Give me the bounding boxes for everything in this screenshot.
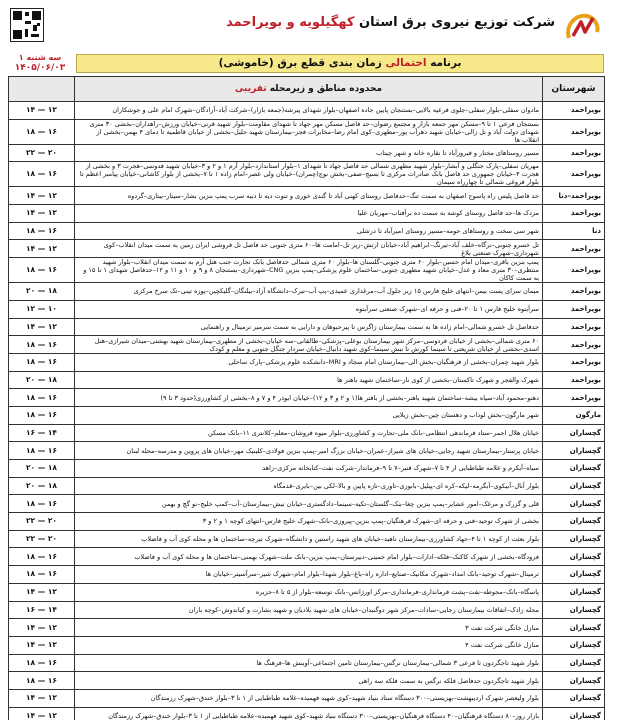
row-area: پاسگاه–بانک–محوطه–نفت–پشت فرمانداری–فرمانداری–مرکز اورژانس–بانک توسعه–بلوار از ۵ تا ۸–جزیره (75, 583, 543, 601)
row-area: سیاه–آبکرم و علامه طباطبایی از ۴ تا ۷–شهرک قنبر–۷ تا ۹–فرماندار–شرکت نفت–کتابخانه مرکزی–زاهد (75, 460, 543, 478)
day-label: سه شنبه ۱ (18, 53, 62, 62)
row-city: مارگون (543, 406, 605, 424)
table-row (9, 707, 605, 720)
row-time-slot: ۱۴ — ۱۲ (9, 583, 75, 601)
row-time-slot: ۱۴ — ۱۲ (9, 619, 75, 637)
table-body (9, 102, 605, 720)
row-time-slot: ۱۸ — ۱۶ (9, 353, 75, 371)
row-time-slot: ۱۸ — ۱۶ (9, 654, 75, 672)
row-city: بویراحمد (543, 240, 605, 258)
row-time-slot: ۱۴ — ۱۲ (9, 318, 75, 336)
row-city: بویراحمد–دنا (543, 187, 605, 205)
row-time-slot: ۱۴ — ۱۲ (9, 240, 75, 258)
row-area: قلی و گزرک و مرغک–امور عشایر–پمپ بنزین چغا–بنک–گلستان–تکیه–سینما–دادگستری–خیابان نیش–بیمارستان–آب–کمپ خلیج–نو گچ و بهمن (75, 495, 543, 513)
company-logo-icon (563, 10, 603, 46)
row-time-slot: ۱۴ — ۱۲ (9, 187, 75, 205)
table-row (9, 119, 605, 144)
row-area: سرآبتوه خلیج فارس ۱ تا ۲۰–فنی و حرفه ای–شهرک صنعتی سرآبتوه (75, 300, 543, 318)
table-row (9, 636, 605, 654)
row-city: بویراحمد (543, 119, 605, 144)
table-row (9, 513, 605, 531)
company-name-part2: کهگیلویه و بویراحمد (226, 15, 355, 30)
row-time-slot: ۱۸ — ۱۶ (9, 548, 75, 566)
table-row (9, 442, 605, 460)
row-city: بویراحمد (543, 300, 605, 318)
row-city: گچساران (543, 548, 605, 566)
row-city: گچساران (543, 530, 605, 548)
row-area: بازار روز–۸۰ دستگاه فرهنگیان–۴۰ دستگاه فرهنگیان–بهزیستی–۳۰۰ دستگاه بنیاد شهید–کوی شهید فهمیده–علامه طباطبایی از ۱ تا ۳–بلوار خندق–شهرک رزمندگان (75, 707, 543, 720)
date-label: ۱۴۰۵/۰۶/۰۳ (14, 63, 66, 73)
row-area: بلوار شهید تاجگردون تا فرعی ۳ شمالی–بیمارستان نرگس–بیمارستان تامین اجتماعی–آوینش ها–فرهنگ ها (75, 654, 543, 672)
row-area: مادوان سفلی–بلوار سفلی–جلوی فرعیه بالایی–بستنجان پایین جاده اصفهان–بلوار شهدای پیرشه(جمعه بازار)–شرکت آباد–آزادگان–شهرک امام علی و جوشکاران (75, 102, 543, 120)
table-row (9, 144, 605, 162)
row-city: گچساران (543, 566, 605, 584)
company-name-part1: شرکت توزیع نیروی برق استان (359, 15, 555, 30)
row-city: گچساران (543, 477, 605, 495)
row-area: خیابان پرستار–بیمارستان شهید رجایی–خیابان های شیراز–عمران–خیابان بزرگ امیر–پمپ بنزین فولادی–کلینیک مهر–خیابان های پروین و مدرسه–محله لبنان (75, 442, 543, 460)
table-row (9, 187, 605, 205)
row-area: دهنو–محمود آباد–سیاه بیشه–ساختمان شهید باهنر–بخشی از بافتر ها(۱ و ۲ و ۳ و ۱۲)–خیابان ابوذر ۴ و ۷ و ۸–بخشی از کشاورزی(حدود ۳ تا ۹) (75, 389, 543, 407)
row-area: حد فاصل پلیس راه پاسوج اصفهان به سمت تنگ–حدفاصل روستای کهنی آباد تا گندی خوری و تنوت دیه تا دیبه سرب پمپ بنزین بشار–سیتار–بیتاری–گردوه (75, 187, 543, 205)
row-time-slot: ۲۲ — ۲۰ (9, 144, 75, 162)
row-city: گچساران (543, 601, 605, 619)
row-area: پمپ بنزین باقری–میدان امام حسین–بلوار ۶۰ متری جنوبی–گلستان ها–بلوار ۶۰ متری شمالی حدفاصل بانک تجارت جنب هتل آرم به سمت میدان انقلاب–بلوار شهید منتظری–۳۰ متری معاد و عدل–خیابان شهید مطهری جنوبی–ساختمان علوم پزشکی–پمپ بنزین CNG–شهرداری–بستنجان ۸ و ۹ و ۱۰ و ۱۱ و ۱۲–حدفاصل شهدای ۱ تا ۱۵ و به سمت کاکان (75, 258, 543, 283)
row-area: بلوار شهید تاجگردون حدفاصل فلکه نرگس به سمت فلکه سه راهی (75, 672, 543, 690)
table-row (9, 689, 605, 707)
banner-part1: برنامه (430, 57, 462, 69)
row-time-slot: ۲۰ — ۱۸ (9, 477, 75, 495)
header-area-part1: محدوده مناطق و زیرمحله (269, 84, 383, 94)
row-time-slot: ۱۴ — ۱۲ (9, 102, 75, 120)
row-time-slot: ۱۴ — ۱۲ (9, 636, 75, 654)
row-time-slot: ۱۸ — ۱۶ (9, 442, 75, 460)
header (0, 0, 617, 52)
row-area: شهر سی سخت و روستاهای حومه–مسیر روستای امیرآباد تا درشلی (75, 222, 543, 240)
row-area: بلوار بعثت از کوچه ۱ تا ۴–جهاد کشاورزی–بیمارستان ناهید–خیابان های شهید راستین و دانشگاه–شهرک تیرچه–ساختمان ها و محله کوی آب و فاضلاب (75, 530, 543, 548)
table-row (9, 300, 605, 318)
table-row (9, 601, 605, 619)
table-row (9, 240, 605, 258)
row-area: بلوار شهید چمران–بخشی از فرهنگیان–بخش الی–بیمارستان امام سجاد و MRI–دانشکده علوم پزشکی–پارک ساحلی (75, 353, 543, 371)
row-time-slot: ۱۸ — ۱۶ (9, 258, 75, 283)
row-area: تل خسرو جنوبی–نرگاه–خلف آباد–تیرنگ–ابراهیم آباد–خیابان ارتش–زیر تل–امامت ها–۶۰ متری جنوبی حد فاصل تل فروشی ایران زمین به سمت میدان انقلاب–کوی شهرداری–شهرک صنعتی بلاغ (75, 240, 543, 258)
table-row (9, 654, 605, 672)
row-time-slot: ۱۸ — ۱۶ (9, 566, 75, 584)
row-city: گچساران (543, 689, 605, 707)
row-city: بویراحمد (543, 353, 605, 371)
row-area: منازل خانگی شرکت نفت ۳ (75, 619, 543, 637)
row-area: بلوار ولیعصر شهرک اردیبهشت–بهزیستی–۳۰۰ دستگاه ستاد بنیاد شهید–کوی شهید فهمیده–علامه طباطبایی از ۱ تا ۳–بلوار خندق–شهرک رزمندگان (75, 689, 543, 707)
row-city: گچساران (543, 583, 605, 601)
row-area: شهر مارگون–بخش لوداب و دهستان چین–بخش زیلایی (75, 406, 543, 424)
table-row (9, 162, 605, 187)
table-row (9, 495, 605, 513)
row-area: محله زادک–اتفاقات بیمارستان رجایی–سادات–مرکز شهر دوگنبدان–خیابان های شهید بلادیان و شهید بشارت و کیاندوش–کوچه باران (75, 601, 543, 619)
row-city: بویراحمد (543, 389, 605, 407)
header-time (9, 77, 75, 102)
row-city: بویراحمد (543, 162, 605, 187)
outage-table (8, 76, 605, 720)
row-city: بویراحمد (543, 102, 605, 120)
row-time-slot: ۲۰ — ۱۸ (9, 283, 75, 301)
table-row (9, 672, 605, 690)
row-city: بویراحمد (543, 318, 605, 336)
row-time-slot: ۱۸ — ۱۶ (9, 222, 75, 240)
row-city: گچساران (543, 619, 605, 637)
row-city: بویراحمد (543, 144, 605, 162)
row-city: گچساران (543, 424, 605, 442)
table-row (9, 283, 605, 301)
row-area: مهریان سفلی–پارک جنگلی و آبشار–بلوار شهید مطهری شمالی حد فاصل جهاد تا شهدای ۱–بلوار استاندارد–بلوار آرم ۱ و ۲ و ۳–خیابان شهید فدوسی–هجرت ۳ و بخشی از هجرت ۴–خیابان جمهوری حد فاصل بانک صادرات مرکزی تا بسیج–صفی–بخش نوچ(چمران)–خیابان ولی عصر–امام زاده ۱ تا ۷–بخشی از بلوار کاشانی–خیابان پیامبر اعظم تا بلوار فروغی شمالی تا چهارراه سیمان (75, 162, 543, 187)
header-area (75, 77, 543, 102)
row-time-slot: ۲۲ — ۲۰ (9, 513, 75, 531)
row-city: گچساران (543, 636, 605, 654)
row-area: بستنجان فرعی ۱ تا ۹–مسکن مهر جمعه بازار و مجتمع رضوان–حد فاصل مسکن مهر جهاد تا شهدای مقاومت–بلوار شهید قرنی–خیابان ورزش–راهداران–بخشی ۳۰ متری شهدای دولت آباد و تل زالی–خیابان شهید دهرآب پور–مطهری–کوی امام رضا–مخابرات فجر–بیمارستان شهید جلیل–بخشی از خیابان فاطمیه تا دمای ۴ بهمن–بخشی از انقلاب ها (75, 119, 543, 144)
table-row (9, 406, 605, 424)
table-row (9, 619, 605, 637)
row-area: منازل خانگی شرکت نفت ۴ (75, 636, 543, 654)
schedule-banner (76, 54, 604, 73)
row-time-slot: ۱۸ — ۱۶ (9, 389, 75, 407)
row-city: گچساران (543, 442, 605, 460)
table-row (9, 566, 605, 584)
row-time-slot: ۲۰ — ۱۸ (9, 371, 75, 389)
table-row (9, 389, 605, 407)
row-city: گچساران (543, 460, 605, 478)
row-area: فرودگاه–بخشی از شهرک کاکنک–فلکه–ادارات–بلوار امام خمینی–دبیرستان–پمپ بنزین–بانک ملت–شهرک بهمنی–ساختمان ها و محله کوی آب و فاضلاب (75, 548, 543, 566)
table-row (9, 583, 605, 601)
table-row (9, 258, 605, 283)
row-time-slot: ۱۶ — ۱۴ (9, 601, 75, 619)
row-area: ترمینال–شهرک توحید–بانک امداد–شهرک مکانیک–صنایع–اداره راه–باغ–بلوار شهدا–بلوار امام–شهرک شیر–سرآسیتر–خیابان ها (75, 566, 543, 584)
row-time-slot: ۱۸ — ۱۶ (9, 162, 75, 187)
row-city: بویراحمد (543, 371, 605, 389)
row-area: بلوار آنال–آبیکوی–آبگرمه–لیکه–کره ای–پیلیل–بابوزی–تاوری–تازه پایین و بالا–لکی بین–بایری–قدمگاه (75, 477, 543, 495)
banner-part3: زمان بندی قطع برق (خاموشی) (218, 57, 382, 69)
table-row (9, 205, 605, 223)
row-time-slot: ۲۰ — ۱۸ (9, 460, 75, 478)
row-city: گچساران (543, 495, 605, 513)
row-time-slot: ۱۴ — ۱۲ (9, 707, 75, 720)
table-row (9, 371, 605, 389)
qr-code (10, 8, 44, 42)
row-area: مزدک ها–حد فاصل روستای کوشه به سمت ده برآفتاب–مهریان علیا (75, 205, 543, 223)
header-city: شهرستان (543, 77, 605, 102)
row-area: شهرک والفجر و شهرک تاکستان–بخشی از کوی ناز–ساختمان شهید باهنر ها (75, 371, 543, 389)
row-time-slot: ۱۴ — ۱۲ (9, 689, 75, 707)
row-area: بخشی از شهرک توحید–فنی و حرفه ای–شهرک فرهنگیان–پمپ بنزین–پیروزی–بانک–شهرک خلیج فارس–انتهای کوچه ۱ و ۲ و ۳ (75, 513, 543, 531)
row-time-slot: ۱۸ — ۱۶ (9, 119, 75, 144)
row-time-slot: ۱۸ — ۱۶ (9, 336, 75, 354)
company-name (95, 15, 555, 30)
row-time-slot: ۱۸ — ۱۶ (9, 672, 75, 690)
row-time-slot: ۱۸ — ۱۶ (9, 406, 75, 424)
row-city: گچساران (543, 654, 605, 672)
row-area: ۶۰ متری شمالی–بخشی از خیابان فردوسی–مرکز شهر بیمارستان بوعلی–پزشکی–طالقانی–سه خیابان–بخشی از مطهری–بیمارستان شهید بهشتی–میدان شیرازی–هتل اسدی–بخشی از خیابان شریعتی تا سینما کورش تا نبش سینما–کوی شهید دانیال–خیابان سردار جنگل جنوبی و معلم و کودک (75, 336, 543, 354)
row-area: مسیر روستاهای مختار و فیروزآباد تا نقاره خانه و شهر چیتاب (75, 144, 543, 162)
table-row (9, 102, 605, 120)
table-row (9, 530, 605, 548)
table-row (9, 318, 605, 336)
row-city: بویراحمد (543, 336, 605, 354)
banner-part2: احتمالی (385, 57, 427, 69)
table-row (9, 336, 605, 354)
row-city: بویراحمد (543, 258, 605, 283)
table-row (9, 548, 605, 566)
row-area: حدفاصل تل خسرو شمالی–امام زاده ها به سمت بیمارستان زاگرس تا پیرحبوهان و دارایی به سمت سرمیر ترمینال و راهنمایی (75, 318, 543, 336)
row-city: بویراحمد (543, 283, 605, 301)
row-city: بویراحمد (543, 205, 605, 223)
row-time-slot: ۱۴ — ۱۲ (9, 205, 75, 223)
table-row (9, 353, 605, 371)
row-city: گچساران (543, 707, 605, 720)
row-time-slot: ۱۸ — ۱۶ (9, 495, 75, 513)
header-area-part2: تقریبی (234, 84, 267, 94)
row-time-slot: ۱۶ — ۱۴ (9, 424, 75, 442)
table-row (9, 477, 605, 495)
row-city: گچساران (543, 672, 605, 690)
row-city: دنا (543, 222, 605, 240)
table-header-row (9, 77, 605, 102)
table-row (9, 460, 605, 478)
table-row (9, 424, 605, 442)
row-area: میمان سرای پست بیمن–انتهای خلیج فارس ۱۵ زیر جلول آب–مرغداری عمیدی–پپ آب–تیرک–دانشگاه آزاد–بیلنگان–گلیکچین–پوزه تینی–تک سرخ مرکزی (75, 283, 543, 301)
row-time-slot: ۱۲ — ۱۰ (9, 300, 75, 318)
row-city: گچساران (543, 513, 605, 531)
table-row (9, 222, 605, 240)
row-area: خیابان هلال احمر–ستاد فرماندهی انتظامی–بانک ملی–تجارت و کشاورزی–بلوار میوه فروشان–معلم–کلانتری ۱۱–بانک مسکن (75, 424, 543, 442)
row-time-slot: ۲۲ — ۲۰ (9, 530, 75, 548)
